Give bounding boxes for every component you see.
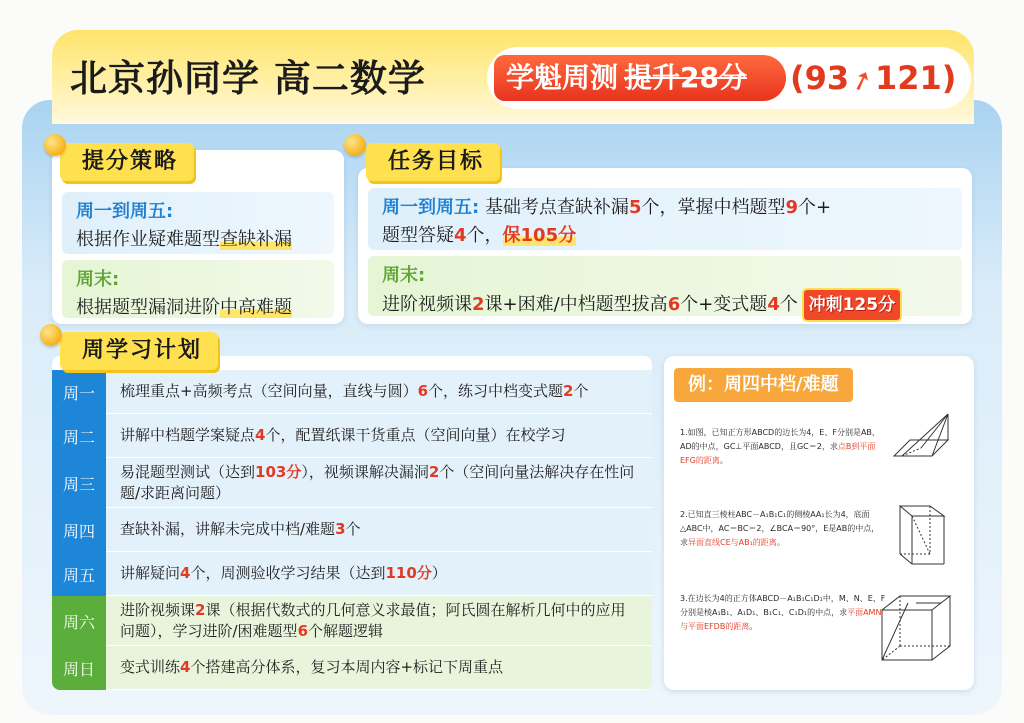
table-row: 周三 易混题型测试（达到103分），视频课解决漏洞2个（空间向量法解决存在性问题/求距离问题） — [52, 458, 652, 508]
problem-3: 3.在边长为4的正方体ABCD－A₁B₁C₁D₁中，M、N、E、F分别是棱A₁B₁、A₁D₁、B₁C₁、C₁D₁的中点，求平面AMN与平面EFDB的距离。 — [680, 594, 886, 631]
figure-pyramid — [888, 412, 968, 478]
strategy-weekday-text: 根据作业疑难题型查缺补漏 — [76, 229, 292, 250]
problem-2: 2.已知直三棱柱ABC－A₁B₁C₁的侧棱AA₁长为4，底面△ABC中，AC＝BC＝2，∠BCA＝90°，E是AB的中点，求异面直线CE与AB₁的距离。 — [680, 510, 880, 547]
score-to: 121) — [874, 59, 957, 97]
goals-weekday-text: 周一到周五: 基础考点查缺补漏5个，掌握中档题型9个+ 题型答疑4个，保105分 — [382, 197, 832, 246]
score-from: (93 — [790, 59, 850, 97]
page-title: 北京孙同学 高二数学 — [70, 57, 426, 100]
goals-weekend — [368, 256, 962, 316]
table-row: 周六 进阶视频课2课（根据代数式的几何意义求最值；阿氏圆在解析几何中的应用问题），学习进阶/困难题型6个解题逻辑 — [52, 596, 652, 646]
table-row: 周五 讲解疑问4个，周测验收学习结果（达到110分） — [52, 552, 652, 596]
table-row: 周日 变式训练4个搭建高分体系，复习本周内容+标记下周重点 — [52, 646, 652, 690]
score-change — [790, 52, 956, 104]
goals-tag: 任务目标 — [366, 143, 500, 181]
table-row: 周一 梳理重点+高频考点（空间向量，直线与圆）6个，练习中档变式题2个 — [52, 370, 652, 414]
strategy-weekend-text: 根据题型漏洞进阶中高难题 — [76, 297, 292, 318]
weekly-test-badge — [494, 55, 786, 101]
improvement-text: 提升28分 — [624, 61, 747, 94]
pin-icon — [344, 134, 366, 156]
badge-text: 学魁周测 — [506, 61, 619, 94]
strategy-weekday — [62, 192, 334, 254]
strategy-weekend — [62, 260, 334, 318]
weekly-plan-table — [52, 356, 652, 690]
pin-icon — [44, 134, 66, 156]
plan-tag: 周学习计划 — [60, 332, 218, 370]
problem-1: 1.如图，已知正方形ABCD的边长为4，E、F分别是AB、AD的中点，GC⊥平面ABCD，且GC＝2，求点B到平面EFG的距离。 — [680, 428, 880, 465]
table-row: 周二 讲解中档题学案疑点4个，配置纸课干货重点（空间向量）在校学习 — [52, 414, 652, 458]
strategy-tag: 提分策略 — [60, 143, 194, 181]
arrow-up-icon: ➚ — [846, 63, 878, 99]
figure-cube — [878, 592, 958, 668]
goals-weekend-label: 周末: — [382, 265, 426, 286]
goals-weekend-text: 进阶视频课2课+困难/中档题型拔高6个+变式题4个 冲刺125分 — [382, 290, 948, 320]
table-row: 周四 查缺补漏，讲解未完成中档/难题3个 — [52, 508, 652, 552]
figure-prism — [894, 498, 958, 570]
pin-icon — [40, 324, 62, 346]
strategy-weekday-label: 周一到周五: — [76, 201, 174, 222]
goals-weekday — [368, 188, 962, 250]
example-tag: 例：周四中档/难题 — [674, 368, 853, 402]
strategy-weekend-label: 周末: — [76, 269, 120, 290]
